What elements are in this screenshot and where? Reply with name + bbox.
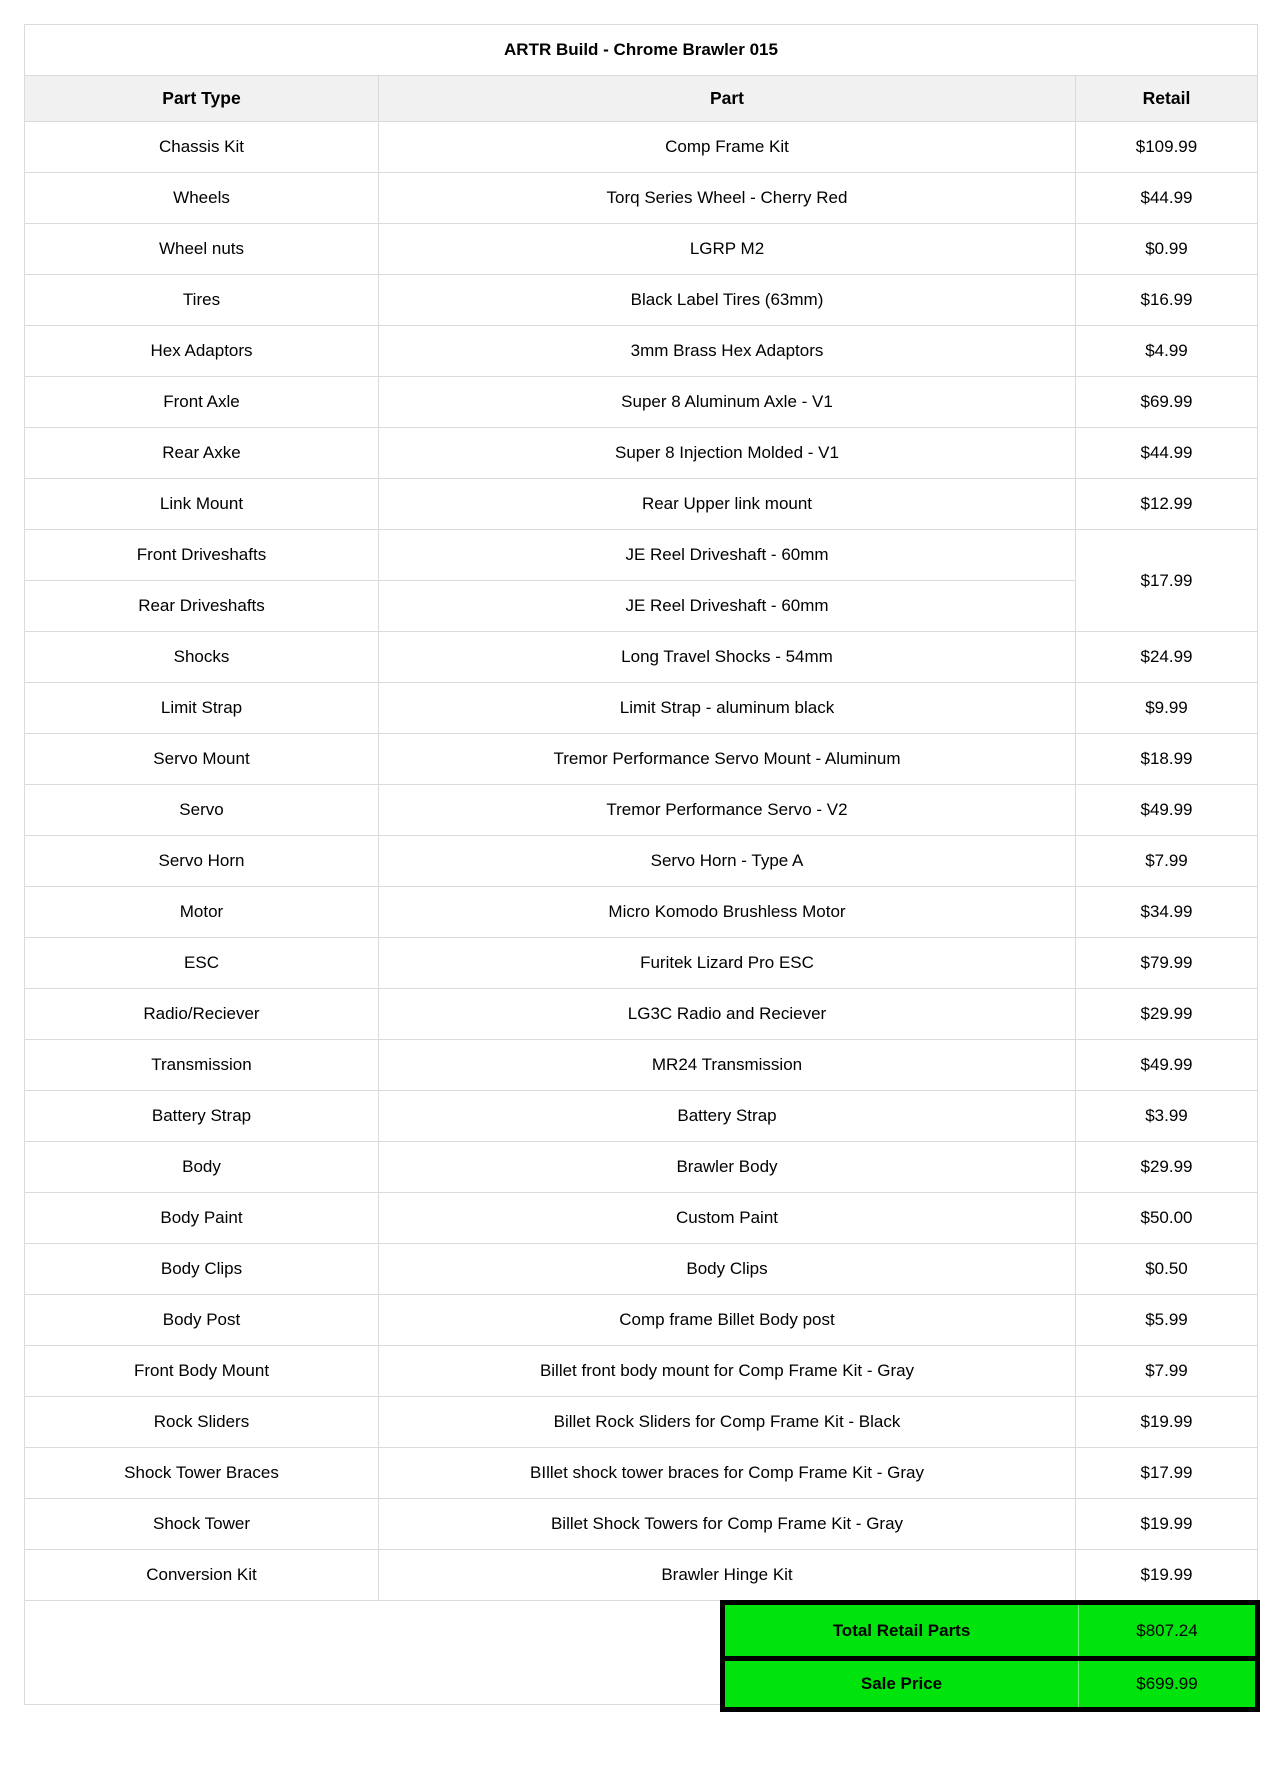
- retail-cell: $19.99: [1076, 1397, 1258, 1448]
- table-row: [25, 1550, 1258, 1601]
- retail-cell: $19.99: [1076, 1499, 1258, 1550]
- part-type-cell: Rear Axke: [25, 428, 379, 479]
- part-cell: Billet Rock Sliders for Comp Frame Kit - Black: [379, 1397, 1076, 1448]
- part-cell: JE Reel Driveshaft - 60mm: [379, 530, 1076, 581]
- part-cell: LG3C Radio and Reciever: [379, 989, 1076, 1040]
- retail-cell: $29.99: [1076, 1142, 1258, 1193]
- table-row: [25, 1244, 1258, 1295]
- table-row: [25, 887, 1258, 938]
- table-row: [25, 836, 1258, 887]
- part-cell: Comp frame Billet Body post: [379, 1295, 1076, 1346]
- part-type-cell: Hex Adaptors: [25, 326, 379, 377]
- retail-cell: $17.99: [1076, 530, 1258, 632]
- part-cell: Comp Frame Kit: [379, 122, 1076, 173]
- table-row: [25, 1346, 1258, 1397]
- part-type-cell: Wheels: [25, 173, 379, 224]
- retail-cell: $19.99: [1076, 1550, 1258, 1601]
- part-cell: Brawler Body: [379, 1142, 1076, 1193]
- table-row: [25, 1193, 1258, 1244]
- table-row: [25, 224, 1258, 275]
- part-cell: BIllet shock tower braces for Comp Frame Kit - Gray: [379, 1448, 1076, 1499]
- total-retail-value: $807.24: [1136, 1620, 1198, 1640]
- table-row: [25, 1142, 1258, 1193]
- part-cell: JE Reel Driveshaft - 60mm: [379, 581, 1076, 632]
- part-type-cell: Chassis Kit: [25, 122, 379, 173]
- retail-cell: $7.99: [1076, 836, 1258, 887]
- retail-cell: $109.99: [1076, 122, 1258, 173]
- total-retail-label: Total Retail Parts: [725, 1605, 1079, 1656]
- table-row: [25, 1040, 1258, 1091]
- retail-cell: $24.99: [1076, 632, 1258, 683]
- sale-price-label: Sale Price: [725, 1661, 1079, 1707]
- sale-price-value: $699.99: [1136, 1674, 1198, 1693]
- retail-cell: $44.99: [1076, 173, 1258, 224]
- part-type-cell: Tires: [25, 275, 379, 326]
- summary-box: [720, 1600, 1260, 1712]
- part-cell: MR24 Transmission: [379, 1040, 1076, 1091]
- retail-cell: $0.50: [1076, 1244, 1258, 1295]
- retail-cell: $34.99: [1076, 887, 1258, 938]
- table-row: [25, 1397, 1258, 1448]
- part-type-cell: Front Body Mount: [25, 1346, 379, 1397]
- part-type-cell: Radio/Reciever: [25, 989, 379, 1040]
- table-row: [25, 683, 1258, 734]
- part-cell: Custom Paint: [379, 1193, 1076, 1244]
- sheet-title: ARTR Build - Chrome Brawler 015: [25, 25, 1258, 76]
- part-cell: Limit Strap - aluminum black: [379, 683, 1076, 734]
- sale-price-row: [725, 1656, 1255, 1707]
- column-header-row: [25, 76, 1258, 122]
- retail-cell: $12.99: [1076, 479, 1258, 530]
- title-row: [25, 25, 1258, 76]
- table-row: [25, 428, 1258, 479]
- part-type-cell: Rear Driveshafts: [25, 581, 379, 632]
- part-cell: Furitek Lizard Pro ESC: [379, 938, 1076, 989]
- part-type-cell: Shock Tower: [25, 1499, 379, 1550]
- column-header-part: Part: [379, 76, 1076, 122]
- table-row: [25, 1499, 1258, 1550]
- table-row: [25, 326, 1258, 377]
- part-cell: Tremor Performance Servo - V2: [379, 785, 1076, 836]
- part-cell: Long Travel Shocks - 54mm: [379, 632, 1076, 683]
- part-type-cell: Limit Strap: [25, 683, 379, 734]
- table-row: [25, 581, 1258, 632]
- table-row: [25, 632, 1258, 683]
- total-retail-row: [725, 1605, 1255, 1656]
- part-type-cell: Front Axle: [25, 377, 379, 428]
- part-cell: Rear Upper link mount: [379, 479, 1076, 530]
- parts-sheet: [24, 24, 1257, 1705]
- summary-section: [24, 1601, 1257, 1705]
- retail-cell: $44.99: [1076, 428, 1258, 479]
- part-type-cell: Body Clips: [25, 1244, 379, 1295]
- table-row: [25, 122, 1258, 173]
- part-cell: Black Label Tires (63mm): [379, 275, 1076, 326]
- retail-cell: $50.00: [1076, 1193, 1258, 1244]
- retail-cell: $29.99: [1076, 989, 1258, 1040]
- part-type-cell: Body Post: [25, 1295, 379, 1346]
- part-type-cell: Conversion Kit: [25, 1550, 379, 1601]
- part-cell: 3mm Brass Hex Adaptors: [379, 326, 1076, 377]
- table-row: [25, 479, 1258, 530]
- table-row: [25, 785, 1258, 836]
- part-type-cell: Servo Horn: [25, 836, 379, 887]
- part-type-cell: Link Mount: [25, 479, 379, 530]
- part-cell: Tremor Performance Servo Mount - Aluminum: [379, 734, 1076, 785]
- part-cell: Torq Series Wheel - Cherry Red: [379, 173, 1076, 224]
- part-type-cell: Wheel nuts: [25, 224, 379, 275]
- table-row: [25, 377, 1258, 428]
- part-type-cell: ESC: [25, 938, 379, 989]
- part-cell: Super 8 Injection Molded - V1: [379, 428, 1076, 479]
- retail-cell: $18.99: [1076, 734, 1258, 785]
- retail-cell: $4.99: [1076, 326, 1258, 377]
- retail-cell: $69.99: [1076, 377, 1258, 428]
- part-cell: Battery Strap: [379, 1091, 1076, 1142]
- table-row: [25, 734, 1258, 785]
- table-row: [25, 173, 1258, 224]
- part-type-cell: Shocks: [25, 632, 379, 683]
- retail-cell: $7.99: [1076, 1346, 1258, 1397]
- table-row: [25, 938, 1258, 989]
- table-row: [25, 530, 1258, 581]
- part-type-cell: Front Driveshafts: [25, 530, 379, 581]
- part-cell: LGRP M2: [379, 224, 1076, 275]
- retail-cell: $9.99: [1076, 683, 1258, 734]
- table-row: [25, 989, 1258, 1040]
- part-type-cell: Shock Tower Braces: [25, 1448, 379, 1499]
- retail-cell: $16.99: [1076, 275, 1258, 326]
- part-type-cell: Servo: [25, 785, 379, 836]
- column-header-retail: Retail: [1076, 76, 1258, 122]
- parts-table-body: [25, 122, 1258, 1601]
- parts-table: [24, 24, 1258, 1601]
- column-header-part-type: Part Type: [25, 76, 379, 122]
- part-type-cell: Transmission: [25, 1040, 379, 1091]
- table-row: [25, 1448, 1258, 1499]
- retail-cell: $5.99: [1076, 1295, 1258, 1346]
- part-cell: Billet Shock Towers for Comp Frame Kit - Gray: [379, 1499, 1076, 1550]
- part-type-cell: Servo Mount: [25, 734, 379, 785]
- retail-cell: $0.99: [1076, 224, 1258, 275]
- part-type-cell: Rock Sliders: [25, 1397, 379, 1448]
- retail-cell: $79.99: [1076, 938, 1258, 989]
- retail-cell: $49.99: [1076, 1040, 1258, 1091]
- part-cell: Super 8 Aluminum Axle - V1: [379, 377, 1076, 428]
- part-cell: Servo Horn - Type A: [379, 836, 1076, 887]
- table-row: [25, 1295, 1258, 1346]
- part-type-cell: Body: [25, 1142, 379, 1193]
- part-type-cell: Body Paint: [25, 1193, 379, 1244]
- part-cell: Billet front body mount for Comp Frame Kit - Gray: [379, 1346, 1076, 1397]
- part-cell: Brawler Hinge Kit: [379, 1550, 1076, 1601]
- part-type-cell: Battery Strap: [25, 1091, 379, 1142]
- retail-cell: $17.99: [1076, 1448, 1258, 1499]
- table-row: [25, 275, 1258, 326]
- part-cell: Body Clips: [379, 1244, 1076, 1295]
- retail-cell: $49.99: [1076, 785, 1258, 836]
- retail-cell: $3.99: [1076, 1091, 1258, 1142]
- part-type-cell: Motor: [25, 887, 379, 938]
- table-row: [25, 1091, 1258, 1142]
- part-cell: Micro Komodo Brushless Motor: [379, 887, 1076, 938]
